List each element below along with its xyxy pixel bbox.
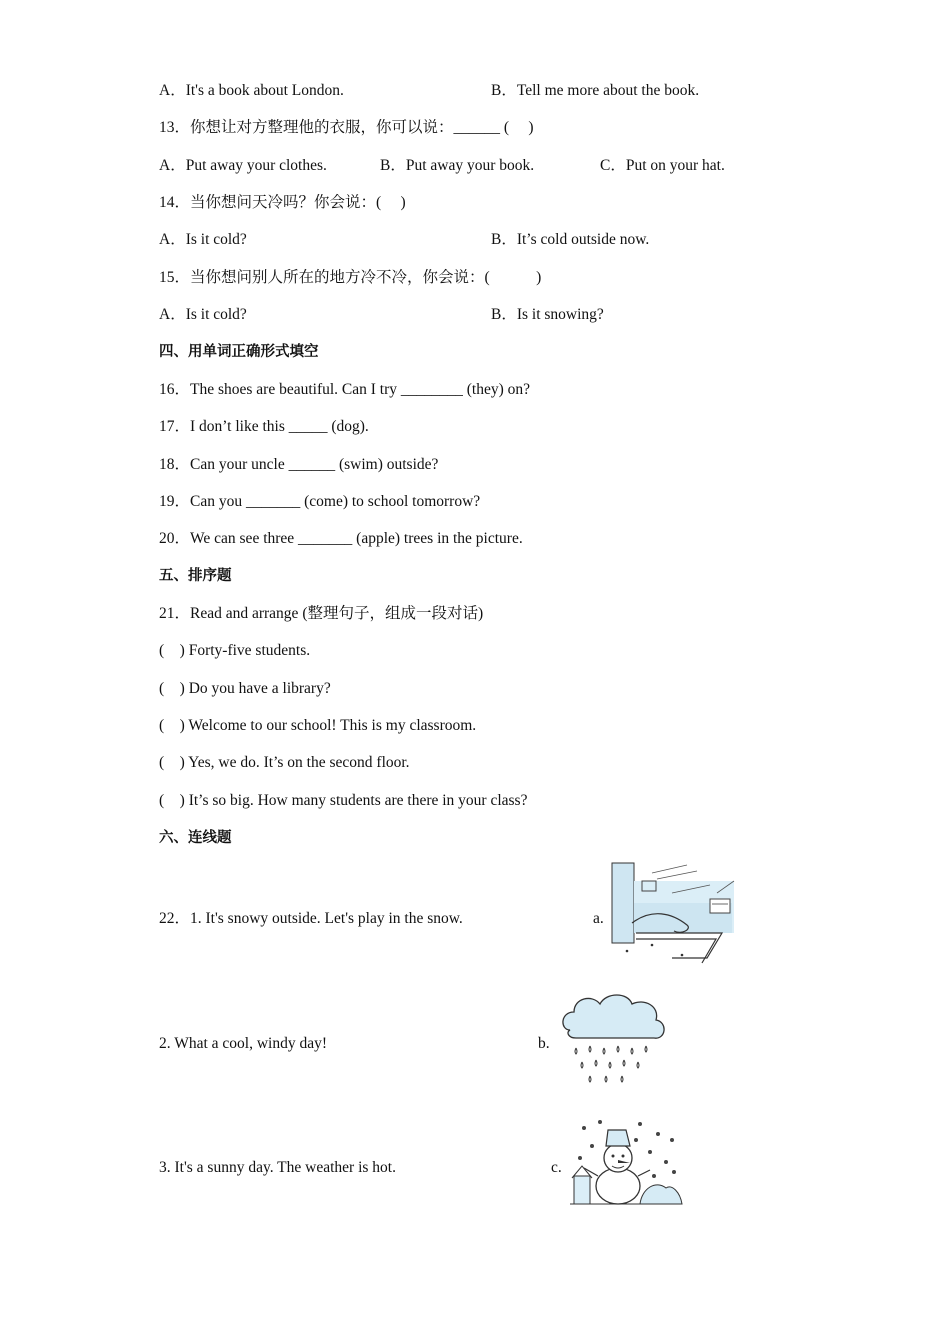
q15-option-a: A．Is it cold? (159, 306, 247, 323)
arrange-line: ( ) Forty-five students. (159, 642, 311, 659)
windy-street-picture (612, 863, 737, 975)
match-sentence-3: 3. It's a sunny day. The weather is hot. (159, 1159, 396, 1176)
q15-stem: 15．当你想问别人所在的地方冷不冷，你会说：( ) (159, 269, 542, 286)
arrange-line: ( ) Yes, we do. It’s on the second floor. (159, 754, 410, 771)
q16: 16．The shoes are beautiful. Can I try ________ (they) on? (159, 381, 531, 398)
arrange-line: ( ) Welcome to our school! This is my classroom. (159, 717, 477, 734)
match-letter-c: c. (551, 1159, 562, 1176)
match-sentence-2: 2. What a cool, windy day! (159, 1035, 328, 1052)
arrange-line: ( ) Do you have a library? (159, 680, 331, 697)
q19: 19．Can you _______ (come) to school tomorrow? (159, 493, 481, 510)
match-letter-b: b. (538, 1035, 550, 1052)
q15-option-b: B．Is it snowing? (491, 306, 604, 323)
q12-option-b: B．Tell me more about the book. (491, 82, 700, 99)
section-4-heading: 四、用单词正确形式填空 (159, 344, 319, 360)
snowman-picture (570, 1118, 685, 1210)
q14-option-a: A．Is it cold? (159, 231, 247, 248)
section-5-heading: 五、排序题 (159, 568, 232, 584)
section-6-heading: 六、连线题 (159, 830, 232, 846)
arrange-line: ( ) It’s so big. How many students are there in your class? (159, 792, 528, 809)
q17: 17．I don’t like this _____ (dog). (159, 418, 369, 435)
q14-stem: 14．当你想问天冷吗？你会说：( ) (159, 194, 406, 211)
q12-option-a: A．It's a book about London. (159, 82, 344, 99)
q20: 20．We can see three _______ (apple) trees in the picture. (159, 530, 523, 547)
rain-cloud-picture (560, 990, 670, 1090)
q21-stem: 21．Read and arrange (整理句子，组成一段对话) (159, 605, 484, 622)
match-sentence-1: 22．1. It's snowy outside. Let's play in the snow. (159, 910, 463, 927)
q18: 18．Can your uncle ______ (swim) outside? (159, 456, 439, 473)
match-letter-a: a. (593, 910, 604, 927)
q13-stem: 13．你想让对方整理他的衣服，你可以说：______ ( ) (159, 119, 534, 136)
q13-option-a: A．Put away your clothes. (159, 157, 327, 174)
q13-option-b: B．Put away your book. (380, 157, 535, 174)
q13-option-c: C．Put on your hat. (600, 157, 725, 174)
q14-option-b: B．It’s cold outside now. (491, 231, 650, 248)
